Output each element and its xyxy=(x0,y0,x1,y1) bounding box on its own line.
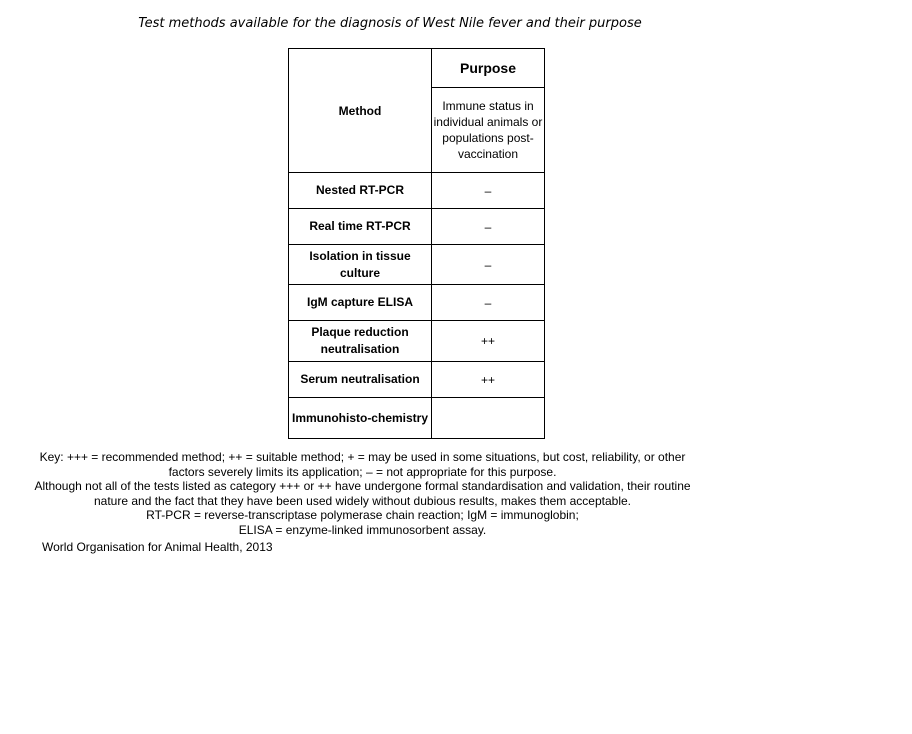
method-cell: Real time RT-PCR xyxy=(289,209,432,245)
table-row xyxy=(289,398,545,439)
table-row xyxy=(289,245,545,285)
purpose-cell: – xyxy=(432,245,545,285)
key-line: factors severely limits its application; – = not appropriate for this purpose. xyxy=(168,464,557,479)
table-row xyxy=(289,321,545,362)
note-line: Although not all of the tests listed as category +++ or ++ have undergone formal standardisation and validation, their routine xyxy=(34,479,691,493)
purpose-cell: – xyxy=(432,173,545,209)
purpose-cell: ++ xyxy=(432,362,545,398)
method-cell: IgM capture ELISA xyxy=(289,285,432,321)
test-methods-table xyxy=(288,48,545,439)
purpose-cell: ++ xyxy=(432,321,545,362)
purpose-cell: – xyxy=(432,285,545,321)
note-line: nature and the fact that they have been used widely without dubious results, makes them acceptable. xyxy=(94,493,631,508)
method-header: Method xyxy=(289,49,432,173)
method-cell: Nested RT-PCR xyxy=(289,173,432,209)
abbreviation-line: RT-PCR = reverse-transcriptase polymerase chain reaction; IgM = immunoglobin; xyxy=(146,508,579,522)
source-credit: World Organisation for Animal Health, 2013 xyxy=(42,540,273,554)
table-row xyxy=(289,209,545,245)
method-cell: Immunohisto-chemistry xyxy=(289,398,432,439)
table-row xyxy=(289,173,545,209)
method-cell: Serum neutralisation xyxy=(289,362,432,398)
table-notes xyxy=(0,450,725,537)
method-cell: Plaque reduction neutralisation xyxy=(289,321,432,362)
table-row xyxy=(289,285,545,321)
purpose-cell xyxy=(432,398,545,439)
purpose-header: Purpose xyxy=(432,49,545,88)
purpose-sub-header: Immune status in individual animals or populations post-vaccination xyxy=(432,88,545,173)
table-row xyxy=(289,362,545,398)
key-line: Key: +++ = recommended method; ++ = suitable method; + = may be used in some situations, but cost, reliability, or other xyxy=(39,450,686,464)
purpose-cell: – xyxy=(432,209,545,245)
abbreviation-line: ELISA = enzyme-linked immunosorbent assay. xyxy=(238,522,487,537)
method-cell: Isolation in tissue culture xyxy=(289,245,432,285)
table-caption: Test methods available for the diagnosis of West Nile fever and their purpose xyxy=(138,16,642,31)
